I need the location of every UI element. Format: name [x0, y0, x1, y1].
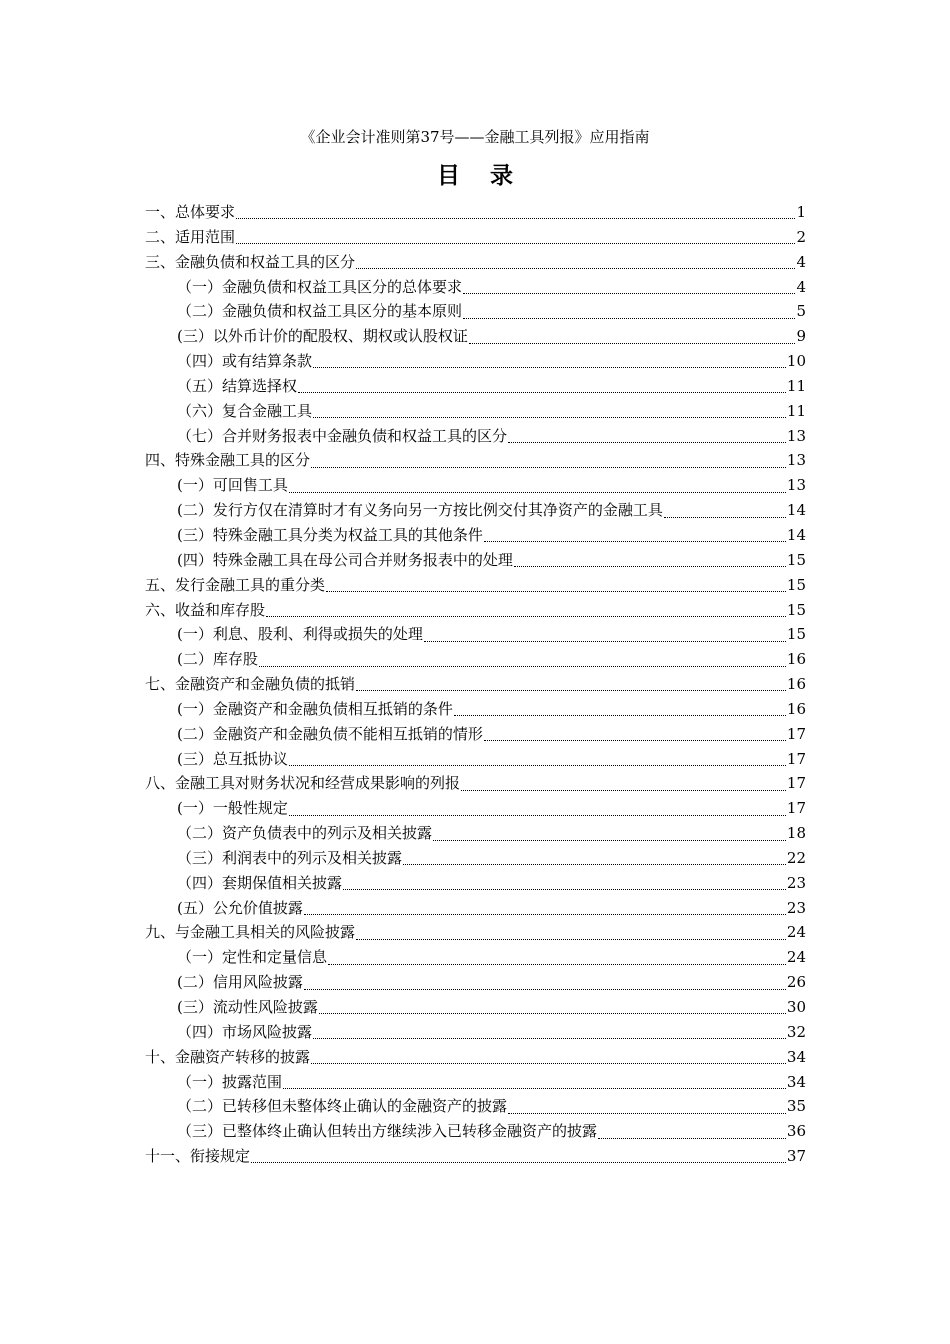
- toc-page-number: 14: [786, 501, 806, 520]
- toc-subsection-entry[interactable]: [145, 871, 806, 896]
- toc-dot-leader: [289, 491, 786, 493]
- toc-entry-title: (二）金融资产和金融负债不能相互抵销的情形: [177, 724, 483, 743]
- toc-dot-leader: [283, 1087, 786, 1089]
- toc-dot-leader: [356, 267, 795, 269]
- toc-entry-title: （三）利润表中的列示及相关披露: [177, 848, 403, 867]
- toc-entry-title: （六）复合金融工具: [177, 401, 313, 420]
- toc-subsection-entry[interactable]: [145, 349, 806, 374]
- toc-dot-leader: [311, 1062, 786, 1064]
- toc-dot-leader: [403, 863, 786, 865]
- toc-entry-title: (三）以外币计价的配股权、期权或认股权证: [177, 327, 468, 346]
- toc-dot-leader: [664, 516, 786, 518]
- toc-entry-title: 七、金融资产和金融负债的抵销: [145, 675, 356, 694]
- toc-page-number: 36: [786, 1122, 806, 1141]
- toc-entry-title: 十一、衔接规定: [145, 1147, 251, 1166]
- toc-page-number: 1: [796, 203, 806, 221]
- toc-dot-leader: [454, 714, 786, 716]
- toc-page-number: 2: [796, 227, 806, 246]
- toc-page-number: 4: [796, 252, 806, 271]
- toc-dot-leader: [424, 640, 786, 642]
- toc-dot-leader: [508, 1112, 786, 1114]
- toc-page-number: 13: [786, 451, 806, 470]
- toc-dot-leader: [508, 441, 786, 443]
- toc-dot-leader: [236, 217, 795, 219]
- toc-page-number: 37: [786, 1147, 806, 1166]
- toc-page-number: 17: [786, 724, 806, 743]
- toc-page-number: 24: [786, 923, 806, 942]
- toc-entry-title: （二）资产负债表中的列示及相关披露: [177, 824, 433, 843]
- toc-dot-leader: [259, 665, 786, 667]
- toc-page-number: 23: [786, 898, 806, 917]
- toc-entry-title: （一）披露范围: [177, 1072, 283, 1091]
- toc-dot-leader: [304, 913, 786, 915]
- toc-dot-leader: [319, 1012, 786, 1014]
- toc-subsection-entry[interactable]: [145, 622, 806, 647]
- toc-entry-title: (一）金融资产和金融负债相互抵销的条件: [177, 699, 453, 718]
- toc-section-entry[interactable]: [145, 1045, 806, 1070]
- toc-dot-leader: [289, 814, 786, 816]
- toc-section-entry[interactable]: [145, 920, 806, 945]
- toc-dot-leader: [289, 764, 786, 766]
- toc-page-number: 13: [786, 476, 806, 495]
- toc-dot-leader: [304, 988, 786, 990]
- toc-dot-leader: [343, 888, 786, 890]
- table-of-contents: [145, 200, 806, 1169]
- toc-entry-title: (二）发行方仅在清算时才有义务向另一方按比例交付其净资产的金融工具: [177, 501, 663, 520]
- toc-entry-title: （七）合并财务报表中金融负债和权益工具的区分: [177, 426, 508, 445]
- toc-section-entry[interactable]: [145, 672, 806, 697]
- toc-entry-title: (一）可回售工具: [177, 476, 288, 495]
- toc-dot-leader: [298, 391, 786, 393]
- toc-subsection-entry[interactable]: [145, 1020, 806, 1045]
- toc-entry-title: (二）库存股: [177, 650, 258, 669]
- toc-page-number: 4: [796, 277, 806, 296]
- toc-dot-leader: [356, 689, 786, 691]
- toc-entry-title: (一）利息、股利、利得或损失的处理: [177, 625, 423, 644]
- toc-section-entry[interactable]: [145, 448, 806, 473]
- toc-subsection-entry[interactable]: [145, 424, 806, 449]
- toc-page-number: 18: [786, 824, 806, 843]
- toc-page-number: 17: [786, 799, 806, 818]
- toc-page-number: 17: [786, 774, 806, 793]
- toc-dot-leader: [356, 938, 786, 940]
- toc-entry-title: 三、金融负债和权益工具的区分: [145, 252, 356, 271]
- toc-page-number: 10: [786, 352, 806, 371]
- toc-page-number: 24: [786, 948, 806, 967]
- toc-dot-leader: [313, 366, 786, 368]
- toc-page-number: 22: [786, 848, 806, 867]
- toc-dot-leader: [463, 317, 795, 319]
- toc-subsection-entry[interactable]: [145, 846, 806, 871]
- toc-subsection-entry[interactable]: [145, 399, 806, 424]
- toc-subsection-entry[interactable]: [145, 275, 806, 300]
- toc-dot-leader: [514, 565, 786, 567]
- toc-page-number: 15: [786, 625, 806, 644]
- toc-entry-title: 二、适用范围: [145, 227, 236, 246]
- toc-subsection-entry[interactable]: [145, 1070, 806, 1095]
- toc-page-number: 11: [786, 401, 806, 420]
- toc-dot-leader: [251, 1161, 786, 1163]
- toc-entry-title: （二）已转移但未整体终止确认的金融资产的披露: [177, 1097, 508, 1116]
- toc-entry-title: 五、发行金融工具的重分类: [145, 575, 326, 594]
- toc-page-number: 15: [786, 600, 806, 619]
- toc-heading: 目录: [437, 162, 543, 189]
- toc-subsection-entry[interactable]: [145, 498, 806, 523]
- toc-dot-leader: [598, 1137, 786, 1139]
- toc-dot-leader: [266, 615, 786, 617]
- toc-subsection-entry[interactable]: [145, 1094, 806, 1119]
- toc-entry-title: (二）信用风险披露: [177, 973, 303, 992]
- toc-dot-leader: [463, 292, 795, 294]
- toc-entry-title: (一）一般性规定: [177, 799, 288, 818]
- toc-page-number: 34: [786, 1047, 806, 1066]
- toc-page-number: 17: [786, 749, 806, 768]
- toc-subsection-entry[interactable]: [145, 324, 806, 349]
- toc-dot-leader: [461, 789, 786, 791]
- toc-subsection-entry[interactable]: [145, 299, 806, 324]
- toc-page-number: 9: [796, 327, 806, 346]
- toc-entry-title: (四）特殊金融工具在母公司合并财务报表中的处理: [177, 550, 513, 569]
- toc-entry-title: 四、特殊金融工具的区分: [145, 451, 311, 470]
- toc-entry-title: （一）定性和定量信息: [177, 948, 328, 967]
- toc-page-number: 13: [786, 426, 806, 445]
- toc-subsection-entry[interactable]: [145, 1119, 806, 1144]
- toc-entry-title: （四）市场风险披露: [177, 1022, 313, 1041]
- toc-section-entry[interactable]: [145, 771, 806, 796]
- toc-entry-title: (三）总互抵协议: [177, 749, 288, 768]
- toc-page-number: 15: [786, 550, 806, 569]
- toc-dot-leader: [311, 466, 786, 468]
- toc-subsection-entry[interactable]: [145, 374, 806, 399]
- toc-entry-title: (五）公允价值披露: [177, 898, 303, 917]
- toc-section-entry[interactable]: [145, 598, 806, 623]
- toc-section-entry[interactable]: [145, 225, 806, 250]
- toc-subsection-entry[interactable]: [145, 548, 806, 573]
- toc-page-number: 15: [786, 575, 806, 594]
- toc-section-entry[interactable]: [145, 1144, 806, 1169]
- toc-page-number: 35: [786, 1097, 806, 1116]
- toc-entry-title: （二）金融负债和权益工具区分的基本原则: [177, 302, 463, 321]
- toc-page-number: 14: [786, 525, 806, 544]
- toc-subsection-entry[interactable]: [145, 896, 806, 921]
- toc-entry-title: 一、总体要求: [145, 203, 236, 221]
- toc-dot-leader: [328, 963, 786, 965]
- toc-subsection-entry[interactable]: [145, 970, 806, 995]
- toc-subsection-entry[interactable]: [145, 796, 806, 821]
- toc-subsection-entry[interactable]: [145, 697, 806, 722]
- toc-entry-title: （一）金融负债和权益工具区分的总体要求: [177, 277, 463, 296]
- toc-page-number: 16: [786, 650, 806, 669]
- toc-subsection-entry[interactable]: [145, 647, 806, 672]
- toc-dot-leader: [236, 242, 795, 244]
- toc-subsection-entry[interactable]: [145, 473, 806, 498]
- toc-dot-leader: [313, 416, 786, 418]
- toc-entry-title: 十、金融资产转移的披露: [145, 1047, 311, 1066]
- toc-section-entry[interactable]: [145, 573, 806, 598]
- toc-subsection-entry[interactable]: [145, 945, 806, 970]
- toc-dot-leader: [469, 342, 796, 344]
- toc-dot-leader: [484, 540, 786, 542]
- toc-entry-title: (三）流动性风险披露: [177, 998, 318, 1016]
- toc-entry-title: （四）套期保值相关披露: [177, 873, 343, 892]
- toc-page-number: 34: [786, 1072, 806, 1091]
- toc-dot-leader: [326, 590, 786, 592]
- toc-entry-title: （四）或有结算条款: [177, 352, 313, 371]
- toc-entry-title: 八、金融工具对财务状况和经营成果影响的列报: [145, 774, 461, 793]
- toc-entry-title: 九、与金融工具相关的风险披露: [145, 923, 356, 942]
- toc-page-number: 11: [786, 376, 806, 395]
- toc-section-entry[interactable]: [145, 200, 806, 225]
- toc-page-number: 16: [786, 675, 806, 694]
- toc-dot-leader: [484, 739, 786, 741]
- toc-dot-leader: [433, 839, 786, 841]
- toc-entry-title: （三）已整体终止确认但转出方继续涉入已转移金融资产的披露: [177, 1122, 598, 1141]
- toc-entry-title: （五）结算选择权: [177, 376, 298, 395]
- toc-entry-title: (三）特殊金融工具分类为权益工具的其他条件: [177, 525, 483, 544]
- toc-page-number: 5: [796, 302, 806, 321]
- toc-subsection-entry[interactable]: [145, 747, 806, 772]
- toc-section-entry[interactable]: [145, 250, 806, 275]
- toc-page-number: 32: [786, 1022, 806, 1041]
- toc-subsection-entry[interactable]: [145, 722, 806, 747]
- toc-subsection-entry[interactable]: [145, 523, 806, 548]
- toc-page-number: 30: [786, 998, 806, 1016]
- toc-entry-title: 六、收益和库存股: [145, 600, 266, 619]
- toc-page-number: 26: [786, 973, 806, 992]
- toc-page-number: 16: [786, 699, 806, 718]
- toc-page-number: 23: [786, 873, 806, 892]
- toc-subsection-entry[interactable]: [145, 821, 806, 846]
- toc-dot-leader: [313, 1037, 786, 1039]
- toc-subsection-entry[interactable]: [145, 995, 806, 1020]
- document-title: 《企业会计准则第37号——金融工具列报》应用指南: [300, 128, 650, 146]
